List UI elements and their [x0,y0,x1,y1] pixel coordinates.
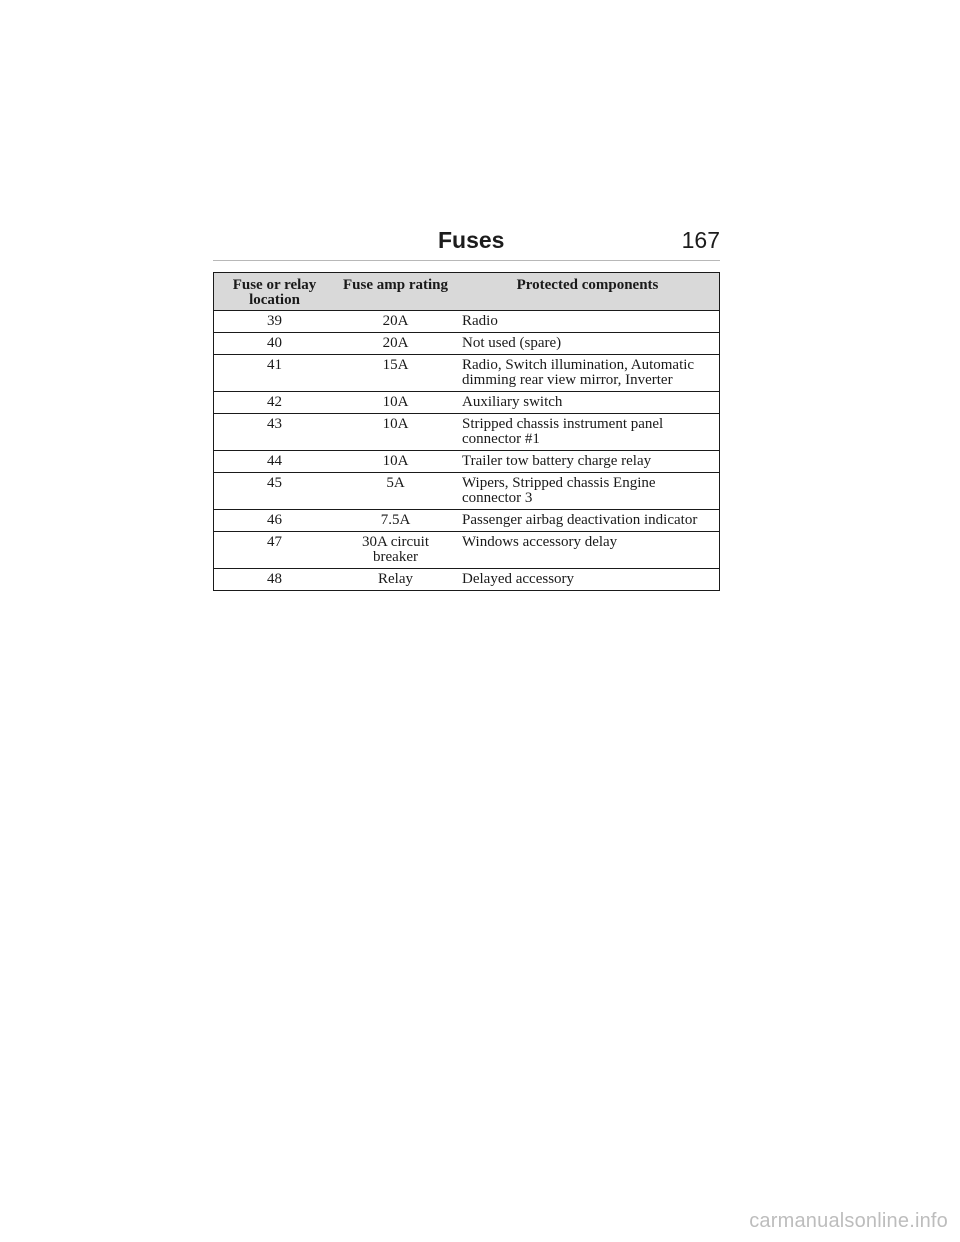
table-row [214,451,720,473]
cell-rating: 20A [335,333,456,355]
cell-rating: 10A [335,392,456,414]
cell-components: Auxiliary switch [456,392,720,414]
fuse-table [213,272,720,591]
cell-rating: 5A [335,473,456,510]
cell-location: 44 [214,451,336,473]
cell-rating: 10A [335,414,456,451]
cell-rating: Relay [335,569,456,591]
table-row [214,392,720,414]
cell-components: Radio, Switch illumination, Automatic dimming rear view mirror, Inverter [456,355,720,392]
cell-location: 40 [214,333,336,355]
table-row [214,510,720,532]
column-header-components: Protected components [456,273,720,311]
page-number: 167 [681,227,720,253]
cell-components: Not used (spare) [456,333,720,355]
table-row [214,532,720,569]
cell-location: 48 [214,569,336,591]
cell-location: 45 [214,473,336,510]
column-header-location: Fuse or relay location [214,273,336,311]
cell-components: Delayed accessory [456,569,720,591]
cell-rating: 15A [335,355,456,392]
cell-location: 41 [214,355,336,392]
cell-components: Stripped chassis instrument panel connector #1 [456,414,720,451]
table-row [214,333,720,355]
table-row [214,414,720,451]
table-row [214,355,720,392]
cell-location: 47 [214,532,336,569]
table-row [214,311,720,333]
cell-rating: 20A [335,311,456,333]
cell-components: Windows accessory delay [456,532,720,569]
cell-location: 46 [214,510,336,532]
cell-components: Radio [456,311,720,333]
column-header-rating: Fuse amp rating [335,273,456,311]
cell-rating: 7.5A [335,510,456,532]
watermark-text: carmanualsonline.info [749,1210,948,1232]
cell-location: 42 [214,392,336,414]
table-header-row [214,273,720,311]
cell-components: Trailer tow battery charge relay [456,451,720,473]
cell-location: 39 [214,311,336,333]
cell-rating: 30A circuit breaker [335,532,456,569]
cell-rating: 10A [335,451,456,473]
cell-components: Passenger airbag deactivation indicator [456,510,720,532]
section-title: Fuses [438,227,505,253]
table-row [214,569,720,591]
cell-location: 43 [214,414,336,451]
cell-components: Wipers, Stripped chassis Engine connector 3 [456,473,720,510]
table-row [214,473,720,510]
page-header [213,226,720,261]
